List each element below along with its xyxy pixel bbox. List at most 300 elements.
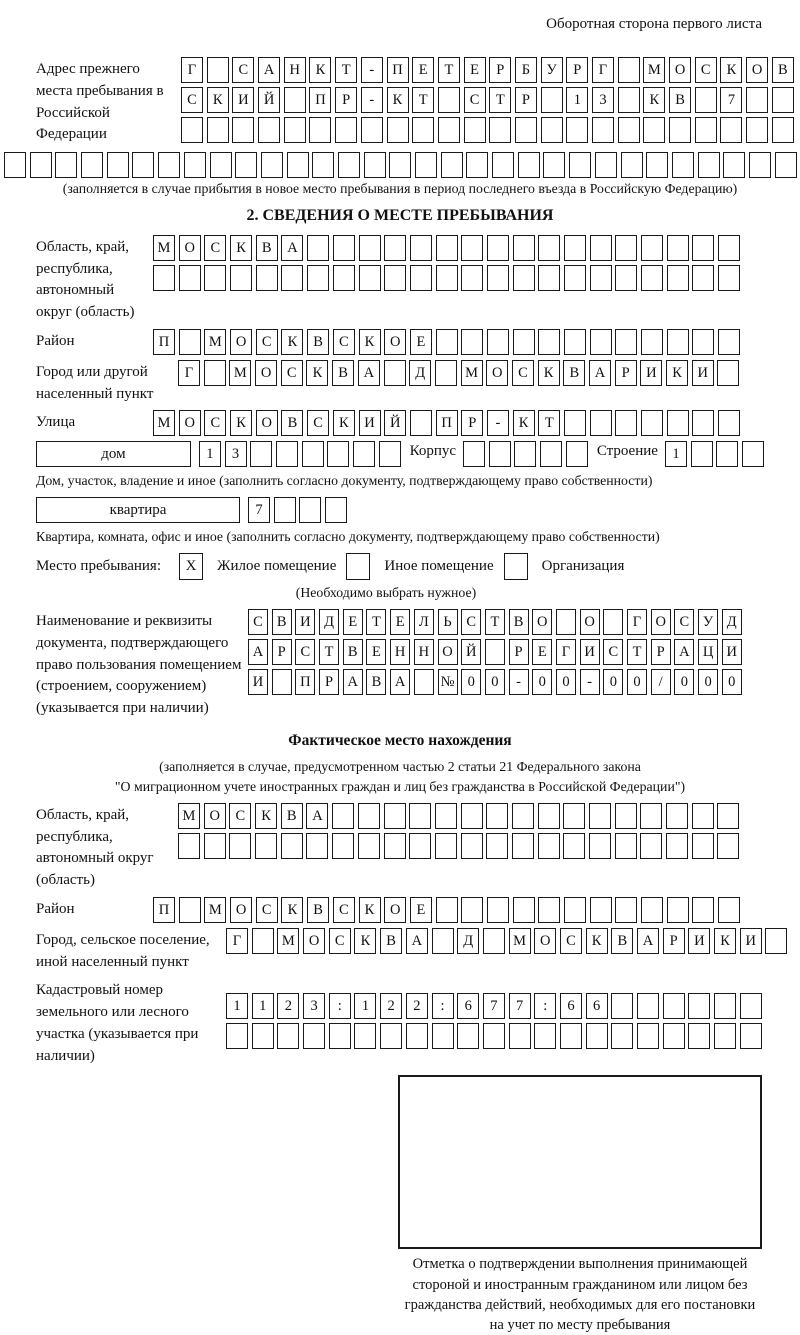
char-cell[interactable]: Р bbox=[335, 87, 357, 113]
char-cell[interactable]: М bbox=[277, 928, 299, 954]
char-cell[interactable]: : bbox=[534, 993, 556, 1019]
char-cell[interactable] bbox=[387, 117, 409, 143]
char-cell[interactable]: Й bbox=[384, 410, 406, 436]
char-cell[interactable]: А bbox=[258, 57, 280, 83]
char-cell[interactable]: О bbox=[384, 329, 406, 355]
char-cell[interactable]: П bbox=[295, 669, 315, 695]
char-cell[interactable] bbox=[688, 1023, 710, 1049]
char-cell[interactable]: 0 bbox=[485, 669, 505, 695]
char-cell[interactable] bbox=[667, 410, 689, 436]
char-cell[interactable]: К bbox=[538, 360, 560, 386]
char-cell[interactable] bbox=[181, 117, 203, 143]
char-cell[interactable] bbox=[513, 265, 535, 291]
char-cell[interactable]: П bbox=[387, 57, 409, 83]
char-cell[interactable] bbox=[692, 329, 714, 355]
char-cell[interactable] bbox=[466, 152, 488, 178]
char-cell[interactable] bbox=[641, 897, 663, 923]
char-cell[interactable]: О bbox=[534, 928, 556, 954]
char-cell[interactable]: 7 bbox=[720, 87, 742, 113]
char-cell[interactable] bbox=[207, 117, 229, 143]
char-cell[interactable] bbox=[515, 117, 537, 143]
char-cell[interactable] bbox=[640, 833, 662, 859]
char-cell[interactable]: С bbox=[181, 87, 203, 113]
char-cell[interactable]: М bbox=[643, 57, 665, 83]
char-cell[interactable]: В bbox=[256, 235, 278, 261]
char-cell[interactable] bbox=[354, 1023, 376, 1049]
char-cell[interactable]: Д bbox=[457, 928, 479, 954]
char-cell[interactable]: У bbox=[541, 57, 563, 83]
char-cell[interactable] bbox=[409, 833, 431, 859]
char-cell[interactable]: О bbox=[669, 57, 691, 83]
char-cell[interactable] bbox=[538, 833, 560, 859]
char-cell[interactable] bbox=[695, 87, 717, 113]
char-cell[interactable]: С bbox=[461, 609, 481, 635]
char-cell[interactable] bbox=[457, 1023, 479, 1049]
char-cell[interactable] bbox=[487, 329, 509, 355]
char-cell[interactable] bbox=[312, 152, 334, 178]
char-cell[interactable]: И bbox=[232, 87, 254, 113]
char-cell[interactable]: Е bbox=[343, 609, 363, 635]
char-cell[interactable]: С bbox=[695, 57, 717, 83]
char-cell[interactable]: Н bbox=[414, 639, 434, 665]
char-cell[interactable]: Й bbox=[461, 639, 481, 665]
char-cell[interactable] bbox=[564, 897, 586, 923]
char-cell[interactable] bbox=[229, 833, 251, 859]
char-cell[interactable]: 0 bbox=[461, 669, 481, 695]
char-cell[interactable] bbox=[414, 669, 434, 695]
char-cell[interactable]: Р bbox=[272, 639, 292, 665]
char-cell[interactable] bbox=[641, 265, 663, 291]
char-cell[interactable] bbox=[663, 1023, 685, 1049]
char-cell[interactable] bbox=[252, 928, 274, 954]
char-cell[interactable] bbox=[483, 928, 505, 954]
char-cell[interactable] bbox=[435, 360, 457, 386]
char-cell[interactable]: Р bbox=[663, 928, 685, 954]
char-cell[interactable] bbox=[492, 152, 514, 178]
char-cell[interactable] bbox=[436, 897, 458, 923]
char-cell[interactable]: О bbox=[651, 609, 671, 635]
char-cell[interactable]: И bbox=[640, 360, 662, 386]
char-cell[interactable] bbox=[258, 117, 280, 143]
char-cell[interactable] bbox=[384, 833, 406, 859]
char-cell[interactable]: С bbox=[560, 928, 582, 954]
char-cell[interactable]: 0 bbox=[556, 669, 576, 695]
char-cell[interactable] bbox=[461, 265, 483, 291]
char-cell[interactable]: С bbox=[256, 897, 278, 923]
char-cell[interactable] bbox=[153, 265, 175, 291]
char-cell[interactable] bbox=[325, 497, 347, 523]
char-cell[interactable]: В bbox=[281, 803, 303, 829]
char-cell[interactable]: В bbox=[307, 329, 329, 355]
char-cell[interactable] bbox=[358, 803, 380, 829]
char-cell[interactable] bbox=[513, 235, 535, 261]
char-cell[interactable]: В bbox=[611, 928, 633, 954]
char-cell[interactable] bbox=[329, 1023, 351, 1049]
char-cell[interactable] bbox=[603, 609, 623, 635]
char-cell[interactable] bbox=[615, 803, 637, 829]
char-cell[interactable]: О bbox=[532, 609, 552, 635]
char-cell[interactable]: М bbox=[461, 360, 483, 386]
char-cell[interactable]: Р bbox=[651, 639, 671, 665]
char-cell[interactable]: Г bbox=[226, 928, 248, 954]
char-cell[interactable]: Г bbox=[592, 57, 614, 83]
char-cell[interactable]: С bbox=[232, 57, 254, 83]
char-cell[interactable] bbox=[692, 235, 714, 261]
char-cell[interactable]: Д bbox=[319, 609, 339, 635]
char-cell[interactable]: К bbox=[643, 87, 665, 113]
char-cell[interactable] bbox=[566, 441, 588, 467]
char-cell[interactable] bbox=[435, 803, 457, 829]
char-cell[interactable]: О bbox=[204, 803, 226, 829]
char-cell[interactable]: Б bbox=[515, 57, 537, 83]
char-cell[interactable]: Р bbox=[566, 57, 588, 83]
char-cell[interactable] bbox=[230, 265, 252, 291]
char-cell[interactable] bbox=[695, 117, 717, 143]
char-cell[interactable] bbox=[772, 87, 794, 113]
char-cell[interactable]: М bbox=[153, 410, 175, 436]
char-cell[interactable]: Д bbox=[722, 609, 742, 635]
char-cell[interactable]: И bbox=[740, 928, 762, 954]
char-cell[interactable] bbox=[667, 235, 689, 261]
char-cell[interactable] bbox=[204, 360, 226, 386]
char-cell[interactable] bbox=[637, 1023, 659, 1049]
char-cell[interactable]: Т bbox=[489, 87, 511, 113]
char-cell[interactable]: Т bbox=[538, 410, 560, 436]
char-cell[interactable] bbox=[309, 117, 331, 143]
char-cell[interactable]: П bbox=[153, 329, 175, 355]
char-cell[interactable] bbox=[272, 669, 292, 695]
char-cell[interactable] bbox=[514, 441, 536, 467]
char-cell[interactable]: В bbox=[509, 609, 529, 635]
char-cell[interactable] bbox=[179, 897, 201, 923]
char-cell[interactable]: В bbox=[366, 669, 386, 695]
char-cell[interactable]: А bbox=[589, 360, 611, 386]
char-cell[interactable]: Г bbox=[627, 609, 647, 635]
char-cell[interactable] bbox=[590, 897, 612, 923]
char-cell[interactable] bbox=[538, 235, 560, 261]
char-cell[interactable]: И bbox=[295, 609, 315, 635]
char-cell[interactable]: 0 bbox=[532, 669, 552, 695]
char-cell[interactable] bbox=[364, 152, 386, 178]
char-cell[interactable] bbox=[461, 329, 483, 355]
char-cell[interactable] bbox=[359, 265, 381, 291]
char-cell[interactable] bbox=[384, 265, 406, 291]
char-cell[interactable]: В bbox=[772, 57, 794, 83]
char-cell[interactable] bbox=[714, 1023, 736, 1049]
char-cell[interactable] bbox=[384, 235, 406, 261]
char-cell[interactable] bbox=[461, 803, 483, 829]
char-cell[interactable] bbox=[432, 1023, 454, 1049]
char-cell[interactable] bbox=[667, 265, 689, 291]
char-cell[interactable] bbox=[132, 152, 154, 178]
char-cell[interactable]: П bbox=[153, 897, 175, 923]
char-cell[interactable] bbox=[158, 152, 180, 178]
char-cell[interactable] bbox=[672, 152, 694, 178]
char-cell[interactable] bbox=[358, 833, 380, 859]
char-cell[interactable]: М bbox=[178, 803, 200, 829]
char-cell[interactable]: С bbox=[204, 235, 226, 261]
char-cell[interactable]: 6 bbox=[457, 993, 479, 1019]
char-cell[interactable] bbox=[486, 833, 508, 859]
char-cell[interactable] bbox=[556, 609, 576, 635]
char-cell[interactable] bbox=[435, 833, 457, 859]
char-cell[interactable]: О bbox=[230, 897, 252, 923]
char-cell[interactable]: А bbox=[637, 928, 659, 954]
char-cell[interactable] bbox=[564, 235, 586, 261]
char-cell[interactable]: О bbox=[384, 897, 406, 923]
char-cell[interactable]: Т bbox=[485, 609, 505, 635]
char-cell[interactable]: О bbox=[746, 57, 768, 83]
char-cell[interactable]: Е bbox=[410, 897, 432, 923]
char-cell[interactable] bbox=[566, 117, 588, 143]
char-cell[interactable] bbox=[487, 897, 509, 923]
char-cell[interactable] bbox=[590, 410, 612, 436]
char-cell[interactable]: 2 bbox=[277, 993, 299, 1019]
char-cell[interactable] bbox=[765, 928, 787, 954]
char-cell[interactable]: А bbox=[306, 803, 328, 829]
char-cell[interactable]: Т bbox=[627, 639, 647, 665]
char-cell[interactable]: И bbox=[722, 639, 742, 665]
char-cell[interactable]: Е bbox=[366, 639, 386, 665]
char-cell[interactable]: И bbox=[580, 639, 600, 665]
char-cell[interactable] bbox=[332, 833, 354, 859]
char-cell[interactable]: : bbox=[329, 993, 351, 1019]
char-cell[interactable]: Т bbox=[335, 57, 357, 83]
char-cell[interactable] bbox=[255, 833, 277, 859]
char-cell[interactable] bbox=[81, 152, 103, 178]
char-cell[interactable]: Е bbox=[390, 609, 410, 635]
char-cell[interactable]: К bbox=[230, 235, 252, 261]
char-cell[interactable] bbox=[204, 265, 226, 291]
char-cell[interactable] bbox=[618, 117, 640, 143]
char-cell[interactable]: 1 bbox=[252, 993, 274, 1019]
char-cell[interactable] bbox=[595, 152, 617, 178]
char-cell[interactable]: О bbox=[486, 360, 508, 386]
char-cell[interactable]: О bbox=[256, 410, 278, 436]
char-cell[interactable]: - bbox=[361, 87, 383, 113]
char-cell[interactable]: Р bbox=[489, 57, 511, 83]
char-cell[interactable] bbox=[615, 265, 637, 291]
char-cell[interactable] bbox=[55, 152, 77, 178]
char-cell[interactable] bbox=[461, 235, 483, 261]
char-cell[interactable] bbox=[720, 117, 742, 143]
char-cell[interactable] bbox=[307, 235, 329, 261]
char-cell[interactable]: Г bbox=[556, 639, 576, 665]
char-cell[interactable] bbox=[274, 497, 296, 523]
char-cell[interactable] bbox=[410, 235, 432, 261]
char-cell[interactable]: С bbox=[603, 639, 623, 665]
char-cell[interactable] bbox=[335, 117, 357, 143]
char-cell[interactable]: 6 bbox=[560, 993, 582, 1019]
char-cell[interactable] bbox=[509, 1023, 531, 1049]
char-cell[interactable]: С bbox=[464, 87, 486, 113]
char-cell[interactable] bbox=[359, 235, 381, 261]
char-cell[interactable]: К bbox=[281, 897, 303, 923]
char-cell[interactable]: И bbox=[359, 410, 381, 436]
char-cell[interactable]: Р bbox=[515, 87, 537, 113]
char-cell[interactable] bbox=[410, 265, 432, 291]
char-cell[interactable]: - bbox=[580, 669, 600, 695]
char-cell[interactable] bbox=[178, 833, 200, 859]
char-cell[interactable]: 1 bbox=[354, 993, 376, 1019]
char-cell[interactable]: К bbox=[666, 360, 688, 386]
char-cell[interactable] bbox=[646, 152, 668, 178]
char-cell[interactable] bbox=[179, 329, 201, 355]
char-cell[interactable] bbox=[640, 803, 662, 829]
char-cell[interactable]: Й bbox=[258, 87, 280, 113]
char-cell[interactable] bbox=[717, 803, 739, 829]
char-cell[interactable]: Т bbox=[319, 639, 339, 665]
char-cell[interactable] bbox=[432, 928, 454, 954]
char-cell[interactable] bbox=[489, 441, 511, 467]
char-cell[interactable]: К bbox=[255, 803, 277, 829]
char-cell[interactable] bbox=[441, 152, 463, 178]
char-cell[interactable] bbox=[461, 897, 483, 923]
char-cell[interactable] bbox=[563, 803, 585, 829]
char-cell[interactable]: 7 bbox=[248, 497, 270, 523]
char-cell[interactable]: О bbox=[438, 639, 458, 665]
char-cell[interactable] bbox=[513, 329, 535, 355]
char-cell[interactable]: К bbox=[513, 410, 535, 436]
char-cell[interactable] bbox=[534, 1023, 556, 1049]
char-cell[interactable] bbox=[303, 1023, 325, 1049]
char-cell[interactable] bbox=[746, 87, 768, 113]
char-cell[interactable]: М bbox=[509, 928, 531, 954]
char-cell[interactable] bbox=[592, 117, 614, 143]
char-cell[interactable] bbox=[204, 833, 226, 859]
organization-checkbox[interactable] bbox=[504, 553, 528, 580]
char-cell[interactable] bbox=[564, 265, 586, 291]
char-cell[interactable] bbox=[718, 410, 740, 436]
char-cell[interactable] bbox=[281, 265, 303, 291]
char-cell[interactable] bbox=[749, 152, 771, 178]
char-cell[interactable] bbox=[718, 235, 740, 261]
char-cell[interactable]: 2 bbox=[380, 993, 402, 1019]
char-cell[interactable]: К bbox=[586, 928, 608, 954]
char-cell[interactable]: Р bbox=[319, 669, 339, 695]
char-cell[interactable]: О bbox=[179, 235, 201, 261]
char-cell[interactable] bbox=[667, 897, 689, 923]
char-cell[interactable]: В bbox=[272, 609, 292, 635]
char-cell[interactable] bbox=[615, 897, 637, 923]
char-cell[interactable] bbox=[489, 117, 511, 143]
char-cell[interactable]: В bbox=[281, 410, 303, 436]
char-cell[interactable]: С bbox=[512, 360, 534, 386]
char-cell[interactable] bbox=[485, 639, 505, 665]
char-cell[interactable] bbox=[438, 87, 460, 113]
char-cell[interactable]: О bbox=[179, 410, 201, 436]
char-cell[interactable] bbox=[618, 87, 640, 113]
char-cell[interactable] bbox=[284, 87, 306, 113]
char-cell[interactable]: К bbox=[359, 897, 381, 923]
char-cell[interactable]: 1 bbox=[226, 993, 248, 1019]
char-cell[interactable]: Ц bbox=[698, 639, 718, 665]
char-cell[interactable]: 3 bbox=[225, 441, 247, 467]
char-cell[interactable]: О bbox=[230, 329, 252, 355]
char-cell[interactable]: 7 bbox=[483, 993, 505, 1019]
char-cell[interactable]: Л bbox=[414, 609, 434, 635]
char-cell[interactable] bbox=[333, 265, 355, 291]
char-cell[interactable] bbox=[250, 441, 272, 467]
char-cell[interactable]: У bbox=[698, 609, 718, 635]
char-cell[interactable]: 2 bbox=[406, 993, 428, 1019]
char-cell[interactable] bbox=[338, 152, 360, 178]
char-cell[interactable] bbox=[252, 1023, 274, 1049]
char-cell[interactable]: О bbox=[580, 609, 600, 635]
char-cell[interactable]: С bbox=[295, 639, 315, 665]
char-cell[interactable] bbox=[618, 57, 640, 83]
char-cell[interactable] bbox=[232, 117, 254, 143]
char-cell[interactable] bbox=[666, 833, 688, 859]
char-cell[interactable]: И bbox=[692, 360, 714, 386]
char-cell[interactable] bbox=[512, 803, 534, 829]
char-cell[interactable] bbox=[691, 441, 713, 467]
char-cell[interactable]: - bbox=[509, 669, 529, 695]
char-cell[interactable] bbox=[615, 833, 637, 859]
char-cell[interactable]: / bbox=[651, 669, 671, 695]
char-cell[interactable] bbox=[487, 265, 509, 291]
char-cell[interactable] bbox=[384, 360, 406, 386]
char-cell[interactable] bbox=[107, 152, 129, 178]
char-cell[interactable]: П bbox=[309, 87, 331, 113]
char-cell[interactable] bbox=[235, 152, 257, 178]
char-cell[interactable]: В bbox=[669, 87, 691, 113]
char-cell[interactable] bbox=[332, 803, 354, 829]
char-cell[interactable]: Е bbox=[412, 57, 434, 83]
char-cell[interactable] bbox=[564, 329, 586, 355]
char-cell[interactable] bbox=[327, 441, 349, 467]
char-cell[interactable] bbox=[436, 329, 458, 355]
char-cell[interactable]: К bbox=[207, 87, 229, 113]
char-cell[interactable]: С bbox=[229, 803, 251, 829]
char-cell[interactable] bbox=[461, 833, 483, 859]
char-cell[interactable] bbox=[717, 833, 739, 859]
char-cell[interactable]: К bbox=[720, 57, 742, 83]
char-cell[interactable] bbox=[641, 235, 663, 261]
char-cell[interactable]: К bbox=[359, 329, 381, 355]
char-cell[interactable]: А bbox=[390, 669, 410, 695]
char-cell[interactable]: А bbox=[281, 235, 303, 261]
char-cell[interactable]: - bbox=[487, 410, 509, 436]
char-cell[interactable]: 1 bbox=[665, 441, 687, 467]
char-cell[interactable] bbox=[590, 265, 612, 291]
char-cell[interactable] bbox=[615, 235, 637, 261]
char-cell[interactable] bbox=[641, 329, 663, 355]
char-cell[interactable] bbox=[718, 897, 740, 923]
char-cell[interactable]: 0 bbox=[674, 669, 694, 695]
char-cell[interactable] bbox=[717, 360, 739, 386]
residential-checkbox[interactable]: X bbox=[179, 553, 203, 580]
char-cell[interactable] bbox=[615, 329, 637, 355]
char-cell[interactable]: № bbox=[438, 669, 458, 695]
char-cell[interactable] bbox=[716, 441, 738, 467]
char-cell[interactable]: В bbox=[380, 928, 402, 954]
char-cell[interactable] bbox=[361, 117, 383, 143]
char-cell[interactable] bbox=[589, 803, 611, 829]
char-cell[interactable]: К bbox=[306, 360, 328, 386]
char-cell[interactable] bbox=[590, 329, 612, 355]
char-cell[interactable] bbox=[666, 803, 688, 829]
char-cell[interactable]: К bbox=[387, 87, 409, 113]
char-cell[interactable] bbox=[487, 235, 509, 261]
char-cell[interactable] bbox=[667, 329, 689, 355]
char-cell[interactable]: О bbox=[303, 928, 325, 954]
char-cell[interactable]: С bbox=[204, 410, 226, 436]
char-cell[interactable]: Н bbox=[284, 57, 306, 83]
char-cell[interactable]: А bbox=[406, 928, 428, 954]
char-cell[interactable]: М bbox=[153, 235, 175, 261]
char-cell[interactable] bbox=[464, 117, 486, 143]
